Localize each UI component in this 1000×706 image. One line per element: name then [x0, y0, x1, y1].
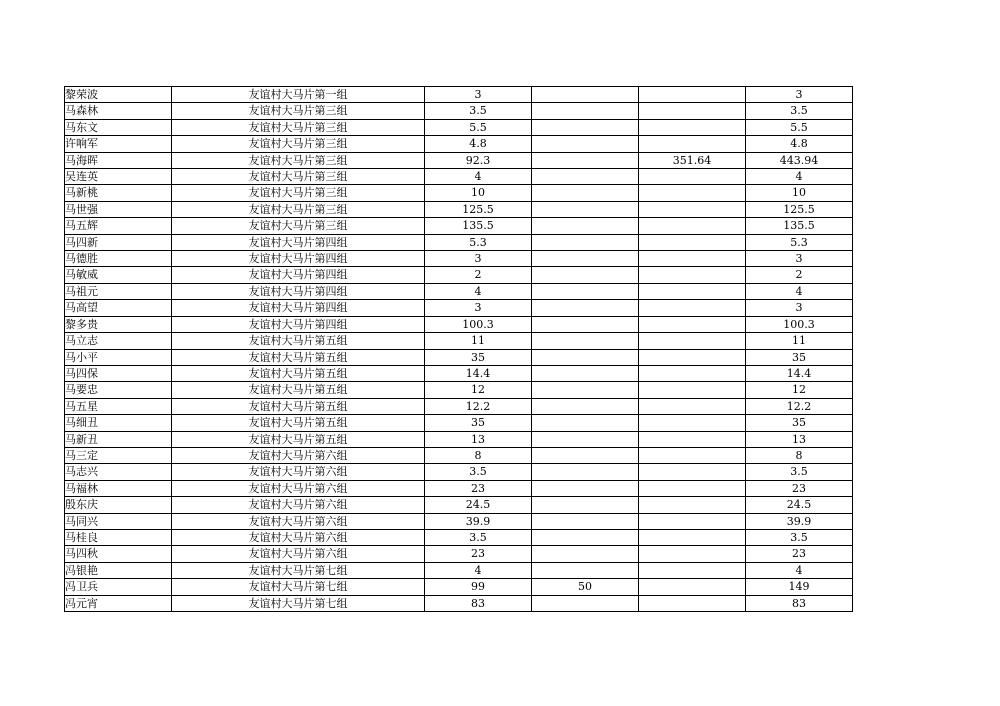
value1-cell: 3 — [425, 251, 532, 267]
value1-cell: 35 — [425, 415, 532, 431]
name-cell: 许响军 — [65, 136, 172, 152]
value3-cell — [639, 480, 746, 496]
name-cell: 马五星 — [65, 398, 172, 414]
address-cell: 友谊村大马片第四组 — [172, 283, 425, 299]
total-cell: 3 — [746, 300, 853, 316]
address-cell: 友谊村大马片第三组 — [172, 201, 425, 217]
total-cell: 3.5 — [746, 103, 853, 119]
table-row — [65, 300, 853, 316]
value1-cell: 83 — [425, 595, 532, 611]
value1-cell: 5.3 — [425, 234, 532, 250]
value1-cell: 24.5 — [425, 497, 532, 513]
total-cell: 12.2 — [746, 398, 853, 414]
table-row — [65, 464, 853, 480]
name-cell: 马海晖 — [65, 152, 172, 168]
total-cell: 24.5 — [746, 497, 853, 513]
name-cell: 马五辉 — [65, 218, 172, 234]
address-cell: 友谊村大马片第六组 — [172, 447, 425, 463]
total-cell: 149 — [746, 579, 853, 595]
data-table — [64, 86, 853, 612]
total-cell: 14.4 — [746, 365, 853, 381]
address-cell: 友谊村大马片第五组 — [172, 349, 425, 365]
address-cell: 友谊村大马片第四组 — [172, 267, 425, 283]
address-cell: 友谊村大马片第七组 — [172, 579, 425, 595]
value1-cell: 4 — [425, 562, 532, 578]
value1-cell: 13 — [425, 431, 532, 447]
value2-cell — [532, 185, 639, 201]
value3-cell — [639, 201, 746, 217]
total-cell: 11 — [746, 333, 853, 349]
total-cell: 4 — [746, 169, 853, 185]
address-cell: 友谊村大马片第五组 — [172, 431, 425, 447]
value3-cell — [639, 119, 746, 135]
value1-cell: 4 — [425, 283, 532, 299]
value3-cell — [639, 218, 746, 234]
total-cell: 10 — [746, 185, 853, 201]
value2-cell — [532, 562, 639, 578]
total-cell: 2 — [746, 267, 853, 283]
table-row — [65, 382, 853, 398]
value3-cell — [639, 497, 746, 513]
table-row — [65, 169, 853, 185]
address-cell: 友谊村大马片第三组 — [172, 218, 425, 234]
table-row — [65, 218, 853, 234]
name-cell: 黎荣波 — [65, 87, 172, 103]
value3-cell — [639, 415, 746, 431]
value2-cell — [532, 513, 639, 529]
value2-cell — [532, 529, 639, 545]
name-cell: 马敏威 — [65, 267, 172, 283]
name-cell: 冯元宵 — [65, 595, 172, 611]
value2-cell — [532, 234, 639, 250]
value2-cell — [532, 365, 639, 381]
address-cell: 友谊村大马片第五组 — [172, 365, 425, 381]
name-cell: 马志兴 — [65, 464, 172, 480]
value1-cell: 12.2 — [425, 398, 532, 414]
value2-cell — [532, 251, 639, 267]
value2-cell — [532, 480, 639, 496]
table-row — [65, 136, 853, 152]
name-cell: 马桂良 — [65, 529, 172, 545]
total-cell: 3.5 — [746, 529, 853, 545]
value1-cell: 92.3 — [425, 152, 532, 168]
value2-cell — [532, 283, 639, 299]
value3-cell — [639, 169, 746, 185]
value1-cell: 3.5 — [425, 103, 532, 119]
name-cell: 马德胜 — [65, 251, 172, 267]
total-cell: 12 — [746, 382, 853, 398]
value3-cell — [639, 398, 746, 414]
total-cell: 135.5 — [746, 218, 853, 234]
value2-cell: 50 — [532, 579, 639, 595]
table-row — [65, 398, 853, 414]
table-row — [65, 562, 853, 578]
value3-cell: 351.64 — [639, 152, 746, 168]
total-cell: 4 — [746, 283, 853, 299]
address-cell: 友谊村大马片第七组 — [172, 562, 425, 578]
total-cell: 5.3 — [746, 234, 853, 250]
value3-cell — [639, 333, 746, 349]
total-cell: 125.5 — [746, 201, 853, 217]
value2-cell — [532, 431, 639, 447]
value3-cell — [639, 595, 746, 611]
address-cell: 友谊村大马片第三组 — [172, 169, 425, 185]
address-cell: 友谊村大马片第六组 — [172, 546, 425, 562]
name-cell: 马小平 — [65, 349, 172, 365]
value3-cell — [639, 513, 746, 529]
name-cell: 马祖元 — [65, 283, 172, 299]
table-body — [65, 87, 853, 612]
value1-cell: 12 — [425, 382, 532, 398]
table-row — [65, 267, 853, 283]
address-cell: 友谊村大马片第三组 — [172, 185, 425, 201]
address-cell: 友谊村大马片第六组 — [172, 480, 425, 496]
address-cell: 友谊村大马片第三组 — [172, 152, 425, 168]
total-cell: 39.9 — [746, 513, 853, 529]
total-cell: 5.5 — [746, 119, 853, 135]
table-row — [65, 415, 853, 431]
address-cell: 友谊村大马片第三组 — [172, 136, 425, 152]
value2-cell — [532, 218, 639, 234]
value1-cell: 10 — [425, 185, 532, 201]
value1-cell: 135.5 — [425, 218, 532, 234]
value2-cell — [532, 119, 639, 135]
value1-cell: 4 — [425, 169, 532, 185]
value1-cell: 2 — [425, 267, 532, 283]
value2-cell — [532, 415, 639, 431]
name-cell: 马世强 — [65, 201, 172, 217]
table-row — [65, 480, 853, 496]
value3-cell — [639, 251, 746, 267]
name-cell: 马要忠 — [65, 382, 172, 398]
value2-cell — [532, 349, 639, 365]
value3-cell — [639, 529, 746, 545]
name-cell: 马森林 — [65, 103, 172, 119]
table-row — [65, 497, 853, 513]
value2-cell — [532, 333, 639, 349]
total-cell: 23 — [746, 480, 853, 496]
table-row — [65, 152, 853, 168]
address-cell: 友谊村大马片第五组 — [172, 415, 425, 431]
address-cell: 友谊村大马片第四组 — [172, 251, 425, 267]
table-row — [65, 185, 853, 201]
total-cell: 35 — [746, 349, 853, 365]
address-cell: 友谊村大马片第一组 — [172, 87, 425, 103]
value2-cell — [532, 497, 639, 513]
value2-cell — [532, 152, 639, 168]
value1-cell: 35 — [425, 349, 532, 365]
name-cell: 马福林 — [65, 480, 172, 496]
value3-cell — [639, 365, 746, 381]
value2-cell — [532, 267, 639, 283]
table-row — [65, 513, 853, 529]
address-cell: 友谊村大马片第三组 — [172, 103, 425, 119]
value2-cell — [532, 87, 639, 103]
table-row — [65, 201, 853, 217]
value1-cell: 8 — [425, 447, 532, 463]
value3-cell — [639, 234, 746, 250]
value2-cell — [532, 316, 639, 332]
value2-cell — [532, 136, 639, 152]
value1-cell: 3 — [425, 87, 532, 103]
table-row — [65, 283, 853, 299]
value1-cell: 5.5 — [425, 119, 532, 135]
address-cell: 友谊村大马片第六组 — [172, 464, 425, 480]
value3-cell — [639, 87, 746, 103]
table-row — [65, 349, 853, 365]
total-cell: 35 — [746, 415, 853, 431]
name-cell: 冯银艳 — [65, 562, 172, 578]
value2-cell — [532, 300, 639, 316]
name-cell: 吴连英 — [65, 169, 172, 185]
value1-cell: 3.5 — [425, 529, 532, 545]
value2-cell — [532, 546, 639, 562]
address-cell: 友谊村大马片第六组 — [172, 497, 425, 513]
address-cell: 友谊村大马片第三组 — [172, 119, 425, 135]
value2-cell — [532, 201, 639, 217]
address-cell: 友谊村大马片第七组 — [172, 595, 425, 611]
table-row — [65, 579, 853, 595]
total-cell: 83 — [746, 595, 853, 611]
value1-cell: 3.5 — [425, 464, 532, 480]
table-row — [65, 251, 853, 267]
table-row — [65, 365, 853, 381]
table-row — [65, 103, 853, 119]
value2-cell — [532, 382, 639, 398]
value3-cell — [639, 546, 746, 562]
value1-cell: 99 — [425, 579, 532, 595]
address-cell: 友谊村大马片第四组 — [172, 234, 425, 250]
table-row — [65, 529, 853, 545]
value1-cell: 4.8 — [425, 136, 532, 152]
name-cell: 黎多贵 — [65, 316, 172, 332]
total-cell: 3 — [746, 87, 853, 103]
name-cell: 马四新 — [65, 234, 172, 250]
name-cell: 马细丑 — [65, 415, 172, 431]
value3-cell — [639, 267, 746, 283]
name-cell: 马四保 — [65, 365, 172, 381]
name-cell: 马三定 — [65, 447, 172, 463]
address-cell: 友谊村大马片第五组 — [172, 382, 425, 398]
total-cell: 3.5 — [746, 464, 853, 480]
value1-cell: 39.9 — [425, 513, 532, 529]
value3-cell — [639, 185, 746, 201]
value1-cell: 125.5 — [425, 201, 532, 217]
value1-cell: 11 — [425, 333, 532, 349]
total-cell: 8 — [746, 447, 853, 463]
total-cell: 23 — [746, 546, 853, 562]
value3-cell — [639, 579, 746, 595]
table-row — [65, 546, 853, 562]
value1-cell: 3 — [425, 300, 532, 316]
address-cell: 友谊村大马片第四组 — [172, 300, 425, 316]
name-cell: 马同兴 — [65, 513, 172, 529]
table-row — [65, 234, 853, 250]
value3-cell — [639, 464, 746, 480]
address-cell: 友谊村大马片第四组 — [172, 316, 425, 332]
name-cell: 马新桃 — [65, 185, 172, 201]
total-cell: 4 — [746, 562, 853, 578]
value3-cell — [639, 300, 746, 316]
name-cell: 马新丑 — [65, 431, 172, 447]
value3-cell — [639, 136, 746, 152]
table-row — [65, 595, 853, 611]
value1-cell: 14.4 — [425, 365, 532, 381]
value2-cell — [532, 464, 639, 480]
address-cell: 友谊村大马片第六组 — [172, 529, 425, 545]
table-row — [65, 333, 853, 349]
total-cell: 443.94 — [746, 152, 853, 168]
value3-cell — [639, 283, 746, 299]
name-cell: 马四秋 — [65, 546, 172, 562]
name-cell: 马高望 — [65, 300, 172, 316]
total-cell: 100.3 — [746, 316, 853, 332]
value3-cell — [639, 316, 746, 332]
value1-cell: 100.3 — [425, 316, 532, 332]
value2-cell — [532, 169, 639, 185]
table-row — [65, 316, 853, 332]
table-row — [65, 87, 853, 103]
name-cell: 马东文 — [65, 119, 172, 135]
value3-cell — [639, 431, 746, 447]
address-cell: 友谊村大马片第六组 — [172, 513, 425, 529]
total-cell: 4.8 — [746, 136, 853, 152]
value2-cell — [532, 103, 639, 119]
value3-cell — [639, 382, 746, 398]
name-cell: 殷东庆 — [65, 497, 172, 513]
address-cell: 友谊村大马片第五组 — [172, 333, 425, 349]
table-row — [65, 431, 853, 447]
value3-cell — [639, 447, 746, 463]
name-cell: 冯卫兵 — [65, 579, 172, 595]
value3-cell — [639, 103, 746, 119]
table-row — [65, 119, 853, 135]
value3-cell — [639, 562, 746, 578]
value2-cell — [532, 447, 639, 463]
total-cell: 3 — [746, 251, 853, 267]
table-row — [65, 447, 853, 463]
name-cell: 马立志 — [65, 333, 172, 349]
value3-cell — [639, 349, 746, 365]
value1-cell: 23 — [425, 480, 532, 496]
value2-cell — [532, 595, 639, 611]
address-cell: 友谊村大马片第五组 — [172, 398, 425, 414]
total-cell: 13 — [746, 431, 853, 447]
value1-cell: 23 — [425, 546, 532, 562]
value2-cell — [532, 398, 639, 414]
